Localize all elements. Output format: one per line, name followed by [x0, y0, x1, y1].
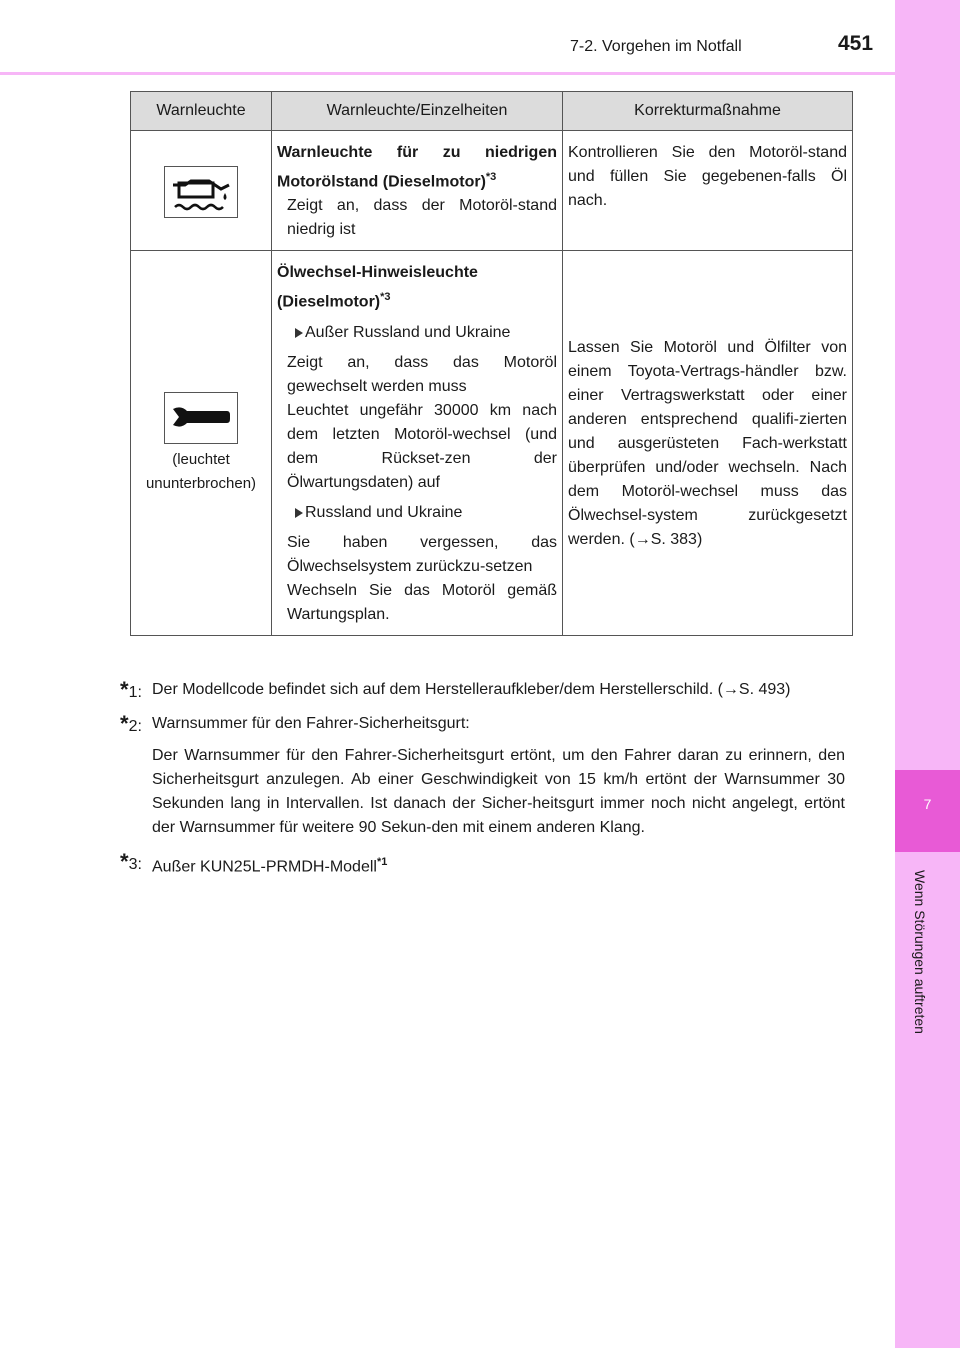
table-row	[131, 251, 853, 635]
footnote: *1: Der Modellcode befindet sich auf dem Herstelleraufkleber/dem Herstellerschild. (→S. 493)	[120, 678, 845, 702]
footnote-text: Außer KUN25L-PRMDH-Modell$^{*1}$	[152, 856, 388, 876]
bullet-item: Außer Russland und Ukraine	[277, 321, 557, 345]
icon-cell	[131, 251, 272, 635]
detail-cell	[272, 131, 563, 251]
detail-cell	[272, 251, 563, 635]
wrench-icon	[164, 392, 238, 444]
header-action: Korrekturmaßnahme	[563, 92, 853, 131]
action-cell: Kontrollieren Sie den Motoröl-stand und füllen Sie gegebenen-falls Öl nach.	[563, 131, 853, 251]
table-row	[131, 131, 853, 251]
action-cell: Lassen Sie Motoröl und Ölfilter von einem Toyota-Vertrags-händler bzw. einer Vertragswerkstatt oder einer anderen entsprechend qualifi-zierten und ausgerüsteten Fach-werkstatt überprüfen und/oder wechseln. Nach dem Motoröl-wechsel muss das Ölwechsel-system zurückgesetzt werden. (→S. 383)	[563, 251, 853, 635]
warning-lights-table	[130, 91, 853, 636]
footnote-detail: Der Warnsummer für den Fahrer-Sicherheitsgurt ertönt, um den Fahrer daran zu erinnern, den Sicherheitsgurt anzulegen. Ab einer Geschwindigkeit von 15 km/h ertönt der Warnsummer 30 Sekunden lang in Intervallen. Ist danach der Sicher-heitsgurt immer noch nicht angelegt, ertönt der Warnsummer für weitere 90 Sekun-den mit einem anderen Klang.	[152, 747, 845, 836]
icon-cell	[131, 131, 272, 251]
chapter-label: Wenn Störungen auftreten	[912, 870, 928, 1034]
detail-paragraph: Zeigt an, dass das Motoröl gewechselt werden muss	[287, 353, 557, 395]
footnote-text: Der Modellcode befindet sich auf dem Herstelleraufkleber/dem Herstellerschild. (→S. 493)	[152, 681, 791, 698]
footnotes	[120, 678, 845, 889]
footnote: *3: Außer KUN25L-PRMDH-Modell$^{*1}$	[120, 850, 845, 879]
table-header-row	[131, 92, 853, 131]
row-detail: Zeigt an, dass der Motoröl-stand niedrig ist	[287, 197, 557, 239]
row-title: Ölwechsel-Hinweisleuchte (Dieselmotor)$^{*3}$	[277, 264, 478, 311]
header-warnleuchte: Warnleuchte	[131, 92, 272, 131]
icon-caption: (leuchtet ununterbrochen)	[145, 450, 257, 492]
detail-paragraph: Wechseln Sie das Motoröl gemäß Wartungsplan.	[287, 581, 557, 623]
chapter-number: 7	[923, 796, 932, 812]
section-title: 7-2. Vorgehen im Notfall	[570, 38, 742, 55]
header-details: Warnleuchte/Einzelheiten	[272, 92, 563, 131]
chapter-sidebar	[895, 0, 960, 1348]
detail-paragraph: Sie haben vergessen, das Ölwechselsystem zurückzu-setzen	[287, 533, 557, 575]
header-divider	[0, 72, 895, 75]
oil-level-icon	[164, 166, 238, 218]
bullet-item: Russland und Ukraine	[277, 501, 557, 525]
detail-paragraph: Leuchtet ungefähr 30000 km nach dem letzten Motoröl-wechsel (und dem Rückset-zen der Ölwartungsdaten) auf	[287, 401, 557, 491]
footnote-text: Warnsummer für den Fahrer-Sicherheitsgurt:	[152, 715, 470, 732]
page-number: 451	[838, 32, 874, 55]
footnote: *2: Warnsummer für den Fahrer-Sicherheitsgurt: Der Warnsummer für den Fahrer-Sicherheitsgurt ertönt, um den Fahrer daran zu erinnern, den Sicherheitsgurt anzulegen. Ab einer Geschwindigkeit von 15 km/h ertönt der Warnsummer 30 Sekunden lang in Intervallen. Ist danach der Sicher-heitsgurt immer noch nicht angelegt, ertönt der Warnsummer für weitere 90 Sekun-den mit einem anderen Klang.	[120, 712, 845, 840]
row-title: Warnleuchte für zu niedrigen Motorölstand (Dieselmotor)$^{*3}$	[277, 144, 557, 191]
